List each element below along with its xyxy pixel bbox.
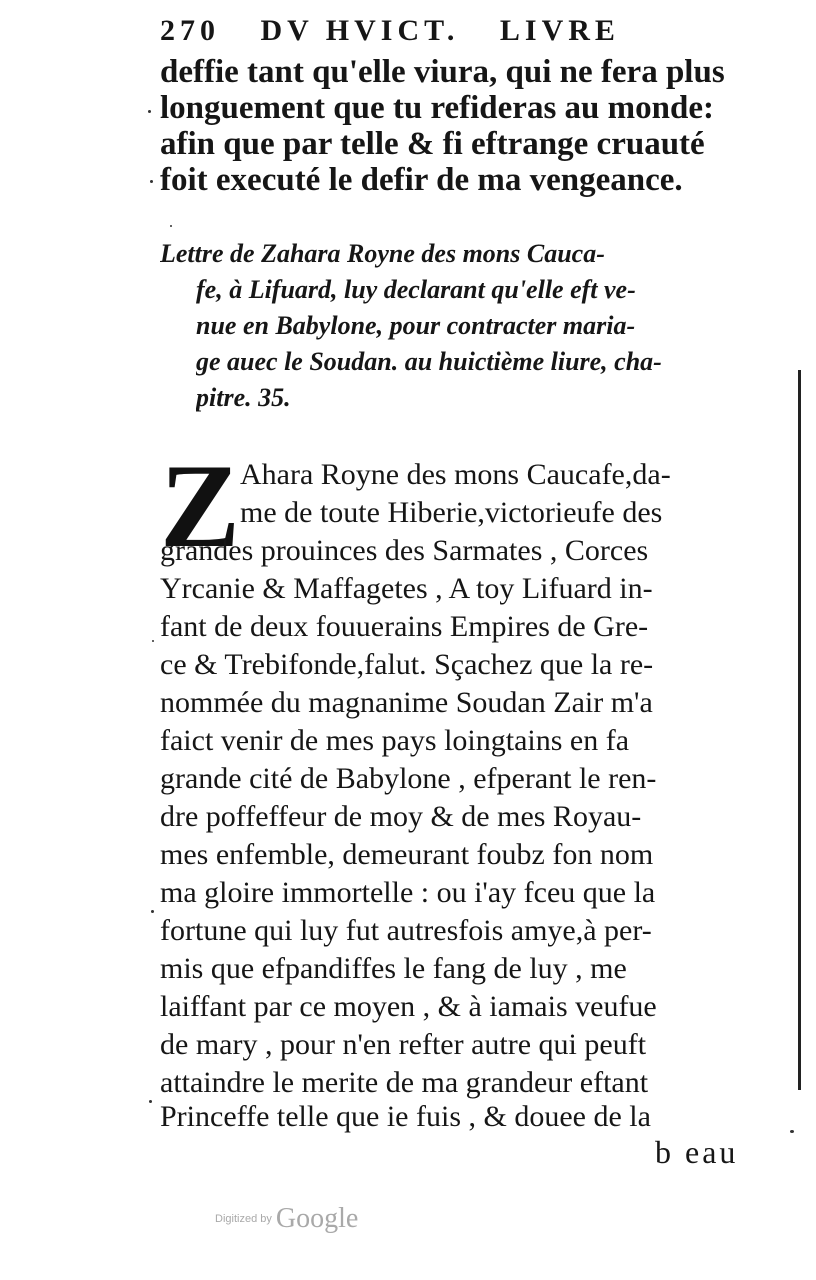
body-line: Princeffe telle que ie fuis , & douee de la	[160, 1100, 651, 1133]
body-line: Ahara Royne des mons Caucafe,da-	[240, 458, 671, 491]
body-line: grande cité de Babylone , efperant le ren-	[160, 762, 657, 795]
body-line: fortune qui luy fut autresfois amye,à per-	[160, 914, 652, 947]
drop-cap-initial: Z	[160, 439, 241, 572]
text-line: foit executé le defir de ma vengeance.	[160, 162, 683, 198]
body-line: grandes prouinces des Sarmates , Corces	[160, 534, 649, 567]
summary-line: Lettre de Zahara Royne des mons Cauca-	[160, 239, 605, 268]
body-line: mes enfemble, demeurant foubz fon nom	[160, 838, 654, 871]
running-title: DV HVICT.	[260, 14, 460, 47]
watermark-brand: Google	[275, 1203, 359, 1234]
catchword: b eau	[655, 1134, 739, 1170]
summary-line: pitre. 35.	[196, 383, 291, 412]
summary-line: nue en Babylone, pour contracter maria-	[196, 311, 636, 340]
scan-speck	[150, 180, 153, 183]
scan-speck	[170, 225, 172, 227]
text-line: afin que par telle & fi eftrange cruauté	[160, 126, 705, 162]
scan-speck	[149, 1100, 152, 1103]
body-line: ma gloire immortelle : ou i'ay fceu que la	[160, 876, 656, 909]
body-line: ce & Trebifonde,falut. Sçachez que la re-	[160, 648, 654, 681]
body-line: attaindre le merite de ma grandeur eftant	[160, 1066, 649, 1099]
body-line: de mary , pour n'en refter autre qui peuft	[160, 1028, 647, 1061]
scan-edge-shadow	[798, 370, 801, 1090]
text-line: longuement que tu refideras au monde:	[160, 90, 714, 126]
scan-speck	[148, 110, 151, 113]
scan-speck	[790, 1130, 794, 1133]
body-line: dre poffeffeur de moy & de mes Royau-	[160, 800, 642, 833]
body-line: me de toute Hiberie,victorieufe des	[240, 496, 663, 529]
page-number: 270	[160, 14, 220, 47]
body-line: fant de deux fouuerains Empires de Gre-	[160, 610, 649, 643]
body-line: nommée du magnanime Soudan Zair m'a	[160, 686, 653, 719]
body-line: faict venir de mes pays loingtains en fa	[160, 724, 630, 757]
scan-speck	[152, 640, 154, 642]
watermark-prefix: Digitized by	[215, 1213, 272, 1225]
summary-line: ge auec le Soudan. au huictième liure, cha-	[196, 347, 662, 376]
summary-line: fe, à Lifuard, luy declarant qu'elle eft ve-	[196, 275, 636, 304]
body-line: laiffant par ce moyen , & à iamais veufue	[160, 990, 657, 1023]
digitization-watermark	[215, 1203, 358, 1235]
running-header	[160, 14, 740, 48]
body-line: Yrcanie & Maffagetes , A toy Lifuard in-	[160, 572, 653, 605]
running-title-book: LIVRE	[499, 14, 620, 47]
text-line: deffie tant qu'elle viura, qui ne fera plus	[160, 54, 725, 90]
scan-speck	[151, 910, 154, 913]
body-line: mis que efpandiffes le fang de luy , me	[160, 952, 627, 985]
